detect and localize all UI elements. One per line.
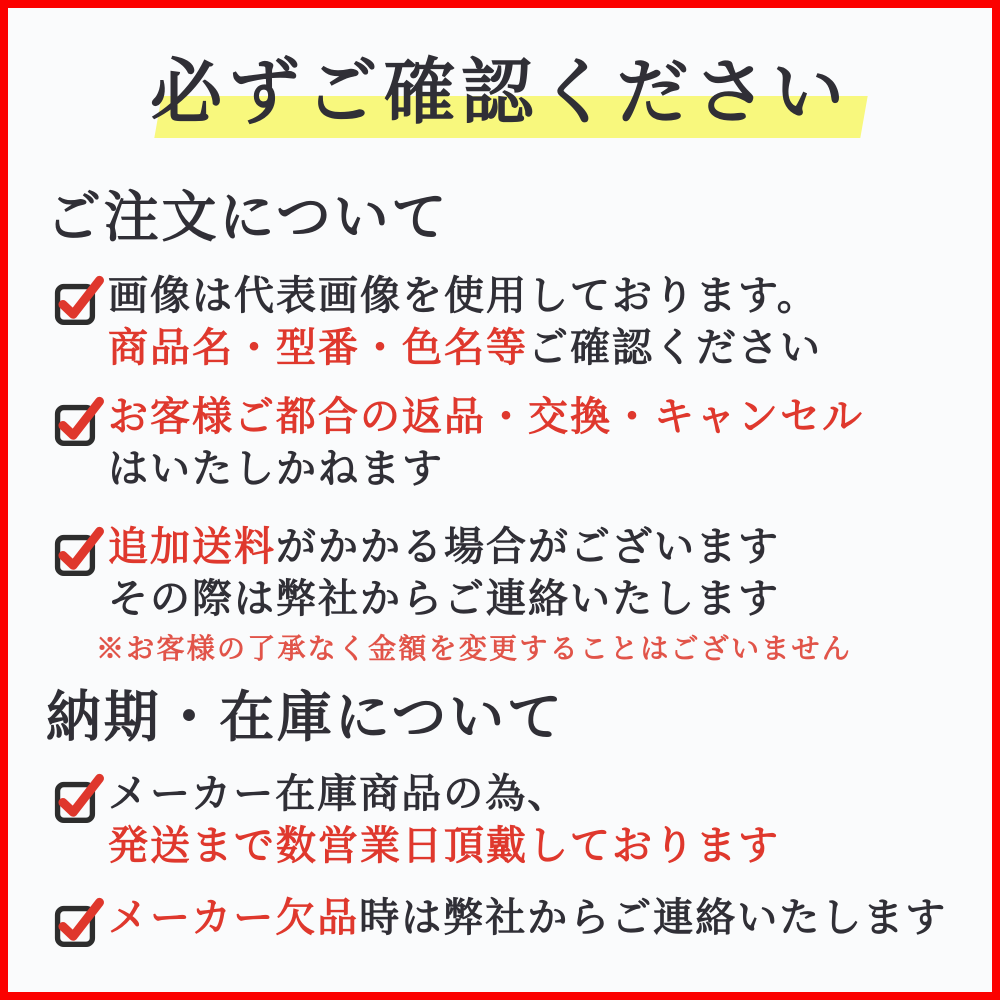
text-segment: メーカー在庫商品の為、 [108, 771, 570, 816]
text-segment: 時は弊社からご連絡いたします [359, 895, 948, 940]
item-text [108, 270, 822, 374]
item-line [108, 892, 947, 944]
item-line [108, 322, 822, 374]
item-line [108, 521, 852, 573]
text-segment: お客様ご都合の返品・交換・キャンセル [108, 394, 864, 439]
item-line [108, 270, 822, 322]
text-segment: 追加送料 [108, 524, 276, 569]
item-line [108, 443, 864, 495]
item-line [108, 573, 852, 625]
item-line [108, 768, 780, 820]
fine-print-note: ※お客様の了承なく金額を変更することはございません [96, 634, 853, 665]
item-line [108, 820, 780, 872]
text-segment: はいたしかねます [108, 446, 444, 491]
checklist-item [54, 768, 780, 872]
text-segment: がかかる場合がございます [276, 524, 780, 569]
checkbox-check-icon [54, 394, 104, 448]
checklist-item [54, 892, 947, 949]
page-title-text: 必ずご確認ください [150, 53, 850, 133]
item-text [108, 892, 947, 944]
checkbox-check-icon [54, 524, 104, 578]
checkbox-check-icon [54, 895, 104, 949]
item-text [108, 768, 780, 872]
section-heading: 納期・在庫について [46, 687, 565, 748]
page-title [8, 38, 992, 148]
checklist-item [54, 521, 852, 667]
checklist-item [54, 391, 864, 495]
checkbox-check-icon [54, 273, 104, 327]
item-text [108, 391, 864, 495]
text-segment: メーカー欠品 [108, 895, 360, 940]
text-segment: 発送まで数営業日頂戴しております [108, 823, 780, 868]
text-segment: その際は弊社からご連絡いたします [108, 576, 780, 621]
checkbox-check-icon [54, 771, 104, 825]
checklist-item [54, 270, 822, 374]
text-segment: ご確認ください [528, 325, 822, 370]
text-segment: 画像は代表画像を使用しております。 [108, 273, 819, 318]
item-text [96, 521, 853, 667]
notice-content [8, 8, 992, 992]
item-line [108, 391, 864, 443]
section-heading: ご注文について [46, 187, 450, 248]
text-segment: 商品名・型番・色名等 [108, 325, 528, 370]
